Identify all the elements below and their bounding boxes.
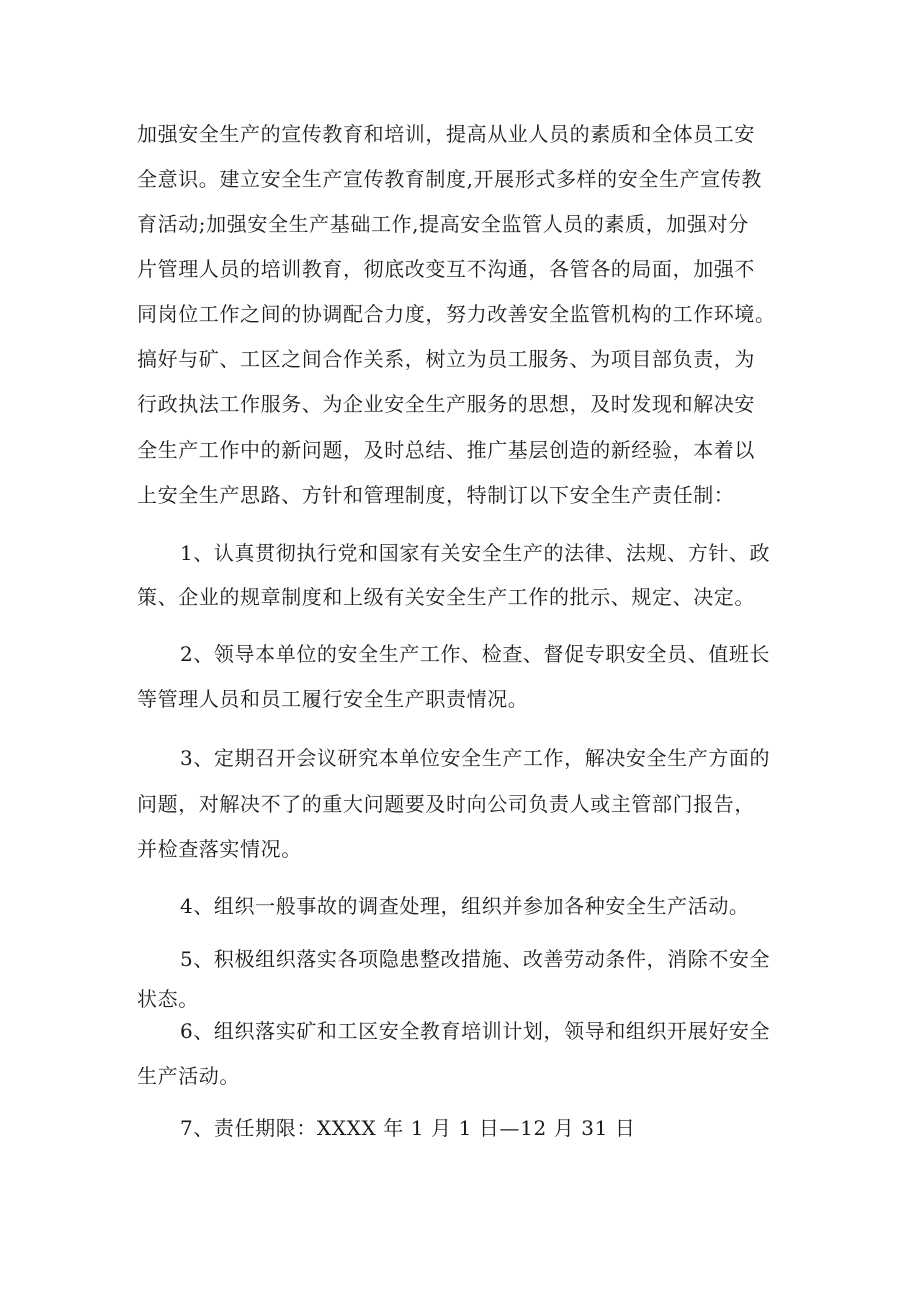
intro-line: 行政执法工作服务、为企业安全生产服务的思想，及时发现和解决安 [137, 392, 755, 416]
item-5-line: 状态。 [137, 987, 199, 1011]
intro-line: 搞好与矿、工区之间合作关系，树立为员工服务、为项目部负责，为 [137, 347, 755, 371]
intro-line: 全生产工作中的新问题，及时总结、推广基层创造的新经验，本着以 [137, 438, 755, 462]
intro-line: 同岗位工作之间的协调配合力度，努力改善安全监管机构的工作环境。 [137, 302, 776, 326]
item-6-line: 生产活动。 [137, 1064, 240, 1088]
item-5-line: 5、积极组织落实各项隐患整改措施、改善劳动条件，消除不安全 [180, 947, 771, 971]
item-4-line: 4、组织一般事故的调查处理，组织并参加各种安全生产活动。 [180, 894, 750, 918]
item-3-line: 问题，对解决不了的重大问题要及时向公司负责人或主管部门报告， [137, 792, 755, 816]
item-3-line: 并检查落实情况。 [137, 837, 302, 861]
item-1-line: 策、企业的规章制度和上级有关安全生产工作的批示、规定、决定。 [137, 585, 755, 609]
intro-line: 片管理人员的培训教育，彻底改变互不沟通，各管各的局面，加强不 [137, 257, 755, 281]
item-7-line: 7、责任期限：XXXX 年 1 月 1 日—12 月 31 日 [180, 1116, 636, 1140]
intro-line: 育活动;加强安全生产基础工作,提高安全监管人员的素质，加强对分 [137, 212, 749, 236]
item-3-line: 3、定期召开会议研究本单位安全生产工作，解决安全生产方面的 [180, 746, 771, 770]
intro-line: 全意识。建立安全生产宣传教育制度,开展形式多样的安全生产宣传教 [137, 167, 762, 191]
intro-line: 上安全生产思路、方针和管理制度，特制订以下安全生产责任制： [137, 483, 735, 507]
item-2-line: 2、领导本单位的安全生产工作、检查、督促专职安全员、值班长 [180, 642, 771, 666]
intro-line: 加强安全生产的宣传教育和培训，提高从业人员的素质和全体员工安 [137, 122, 755, 146]
item-6-line: 6、组织落实矿和工区安全教育培训计划，领导和组织开展好安全 [180, 1019, 771, 1043]
item-2-line: 等管理人员和员工履行安全生产职责情况。 [137, 687, 529, 711]
item-1-line: 1、认真贯彻执行党和国家有关安全生产的法律、法规、方针、政 [180, 541, 771, 565]
